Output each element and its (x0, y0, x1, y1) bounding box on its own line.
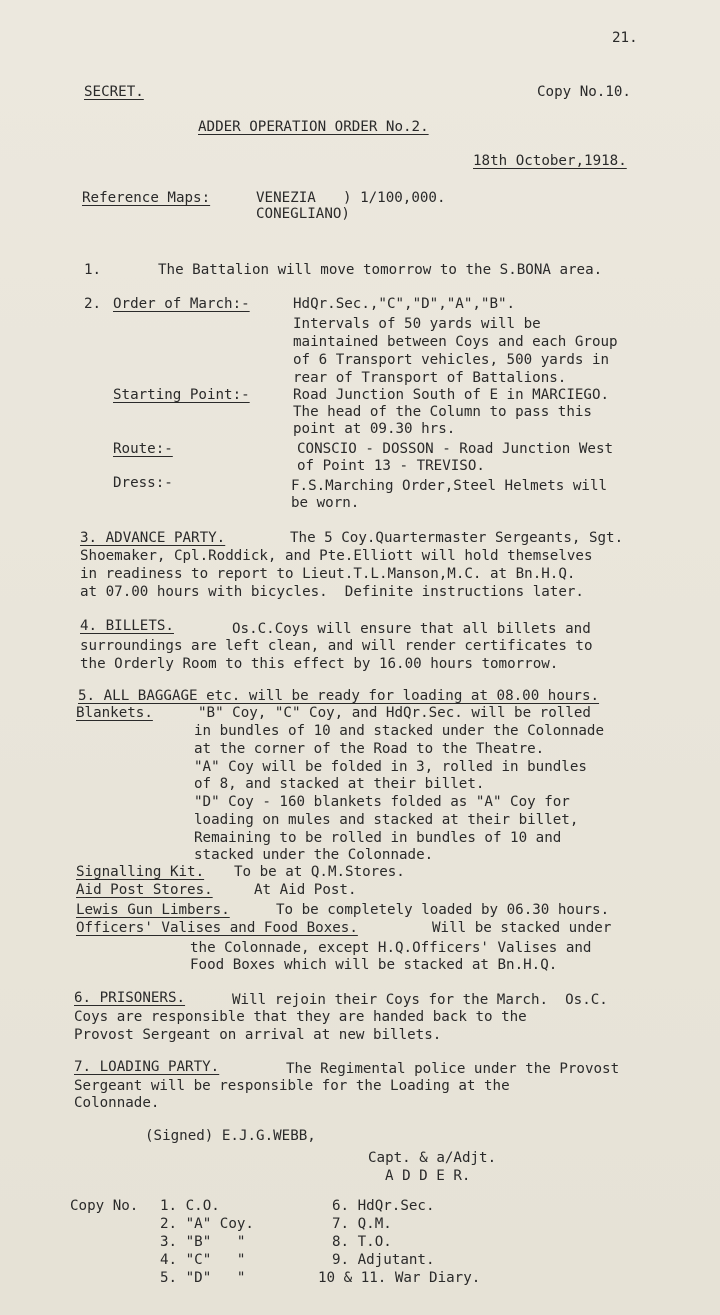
signature-rank: Capt. & a/Adjt. (368, 1150, 497, 1166)
document-title: ADDER OPERATION ORDER No.2. (198, 119, 429, 135)
para3-line-4: at 07.00 hours with bicycles. Definite instructions later. (80, 584, 584, 600)
valises-line-2: the Colonnade, except H.Q.Officers' Valises and (190, 940, 592, 956)
document-date: 18th October,1918. (473, 153, 627, 169)
dress-line-2: be worn. (291, 495, 360, 511)
signalling-kit-label: Signalling Kit. (76, 864, 205, 880)
classification: SECRET. (84, 84, 144, 100)
distribution-right-3: 8. T.O. (332, 1234, 392, 1250)
para7-line-1: The Regimental police under the Provost (286, 1061, 620, 1077)
para6-line-2: Coys are responsible that they are handed back to the (74, 1009, 527, 1025)
para3-line-1: The 5 Coy.Quartermaster Sergeants, Sgt. (290, 530, 624, 546)
signature-line: (Signed) E.J.G.WEBB, (145, 1128, 316, 1144)
blankets-line-4: "A" Coy will be folded in 3, rolled in bundles (194, 759, 587, 775)
order-line-5: rear of Transport of Battalions. (293, 370, 567, 386)
dress-line-1: F.S.Marching Order,Steel Helmets will (291, 478, 608, 494)
distribution-left-5: 5. "D" " (160, 1270, 246, 1286)
distribution-left-3: 3. "B" " (160, 1234, 246, 1250)
lewis-gun-label: Lewis Gun Limbers. (76, 902, 230, 918)
para5-heading: 5. ALL BAGGAGE etc. will be ready for loading at 08.00 hours. (78, 688, 600, 704)
blankets-line-9: stacked under the Colonnade. (194, 847, 434, 863)
starting-point-label: Starting Point:- (113, 387, 250, 403)
start-line-2: The head of the Column to pass this (293, 404, 592, 420)
signature-unit: A D D E R. (385, 1168, 471, 1184)
order-of-march-label: Order of March:- (113, 296, 250, 312)
order-line-2: Intervals of 50 yards will be (293, 316, 541, 332)
para7-line-2: Sergeant will be responsible for the Loading at the (74, 1078, 510, 1094)
order-line-3: maintained between Coys and each Group (293, 334, 618, 350)
para6-line-1: Will rejoin their Coys for the March. Os.C. (232, 992, 608, 1008)
valises-label: Officers' Valises and Food Boxes. (76, 920, 358, 936)
order-line-1: HdQr.Sec.,"C","D","A","B". (293, 296, 516, 312)
aid-post-label: Aid Post Stores. (76, 882, 213, 898)
blankets-line-3: at the corner of the Road to the Theatre. (194, 741, 545, 757)
distribution-right-4: 9. Adjutant. (332, 1252, 435, 1268)
dress-label: Dress:- (113, 475, 173, 491)
blankets-line-2: in bundles of 10 and stacked under the Colonnade (194, 723, 604, 739)
para7-heading: 7. LOADING PARTY. (74, 1059, 220, 1075)
distribution-left-2: 2. "A" Coy. (160, 1216, 254, 1232)
para3-line-3: in readiness to report to Lieut.T.L.Manson,M.C. at Bn.H.Q. (80, 566, 576, 582)
distribution-right-1: 6. HdQr.Sec. (332, 1198, 435, 1214)
para4-heading: 4. BILLETS. (80, 618, 174, 634)
page-number: 21. (612, 30, 638, 46)
aid-post-text: At Aid Post. (254, 882, 357, 898)
distribution-right-5: 10 & 11. War Diary. (318, 1270, 481, 1286)
para4-line-3: the Orderly Room to this effect by 16.00 hours tomorrow. (80, 656, 559, 672)
blankets-line-5: of 8, and stacked at their billet. (194, 776, 485, 792)
para7-line-3: Colonnade. (74, 1095, 160, 1111)
lewis-gun-text: To be completely loaded by 06.30 hours. (276, 902, 610, 918)
signalling-kit-text: To be at Q.M.Stores. (234, 864, 405, 880)
distribution-label: Copy No. (70, 1198, 139, 1214)
blankets-line-6: "D" Coy - 160 blankets folded as "A" Coy for (194, 794, 570, 810)
distribution-left-4: 4. "C" " (160, 1252, 246, 1268)
distribution-right-2: 7. Q.M. (332, 1216, 392, 1232)
blankets-line-8: Remaining to be rolled in bundles of 10 and (194, 830, 562, 846)
para6-line-3: Provost Sergeant on arrival at new billets. (74, 1027, 442, 1043)
route-line-2: of Point 13 - TREVISO. (297, 458, 485, 474)
para6-heading: 6. PRISONERS. (74, 990, 186, 1006)
order-line-4: of 6 Transport vehicles, 500 yards in (293, 352, 610, 368)
valises-line-1: Will be stacked under (432, 920, 612, 936)
para3-heading: 3. ADVANCE PARTY. (80, 530, 226, 546)
para4-line-2: surroundings are left clean, and will render certificates to (80, 638, 593, 654)
start-line-1: Road Junction South of E in MARCIEGO. (293, 387, 610, 403)
reference-map-2: CONEGLIANO) (256, 206, 350, 222)
reference-map-1: VENEZIA (256, 190, 316, 206)
blankets-line-7: loading on mules and stacked at their billet, (194, 812, 579, 828)
para4-line-1: Os.C.Coys will ensure that all billets and (232, 621, 591, 637)
start-line-3: point at 09.30 hrs. (293, 421, 456, 437)
blankets-line-1: "B" Coy, "C" Coy, and HdQr.Sec. will be rolled (198, 705, 591, 721)
para2-number: 2. (84, 296, 102, 312)
copy-number: Copy No.10. (537, 84, 631, 100)
para3-line-2: Shoemaker, Cpl.Roddick, and Pte.Elliott will hold themselves (80, 548, 593, 564)
valises-line-3: Food Boxes which will be stacked at Bn.H.Q. (190, 957, 558, 973)
para1-text: The Battalion will move tomorrow to the S.BONA area. (158, 262, 603, 278)
reference-label: Reference Maps: (82, 190, 211, 206)
reference-scale: ) 1/100,000. (343, 190, 446, 206)
route-label: Route:- (113, 441, 173, 457)
blankets-label: Blankets. (76, 705, 153, 721)
distribution-left-1: 1. C.O. (160, 1198, 220, 1214)
para1-number: 1. (84, 262, 102, 278)
route-line-1: CONSCIO - DOSSON - Road Junction West (297, 441, 614, 457)
